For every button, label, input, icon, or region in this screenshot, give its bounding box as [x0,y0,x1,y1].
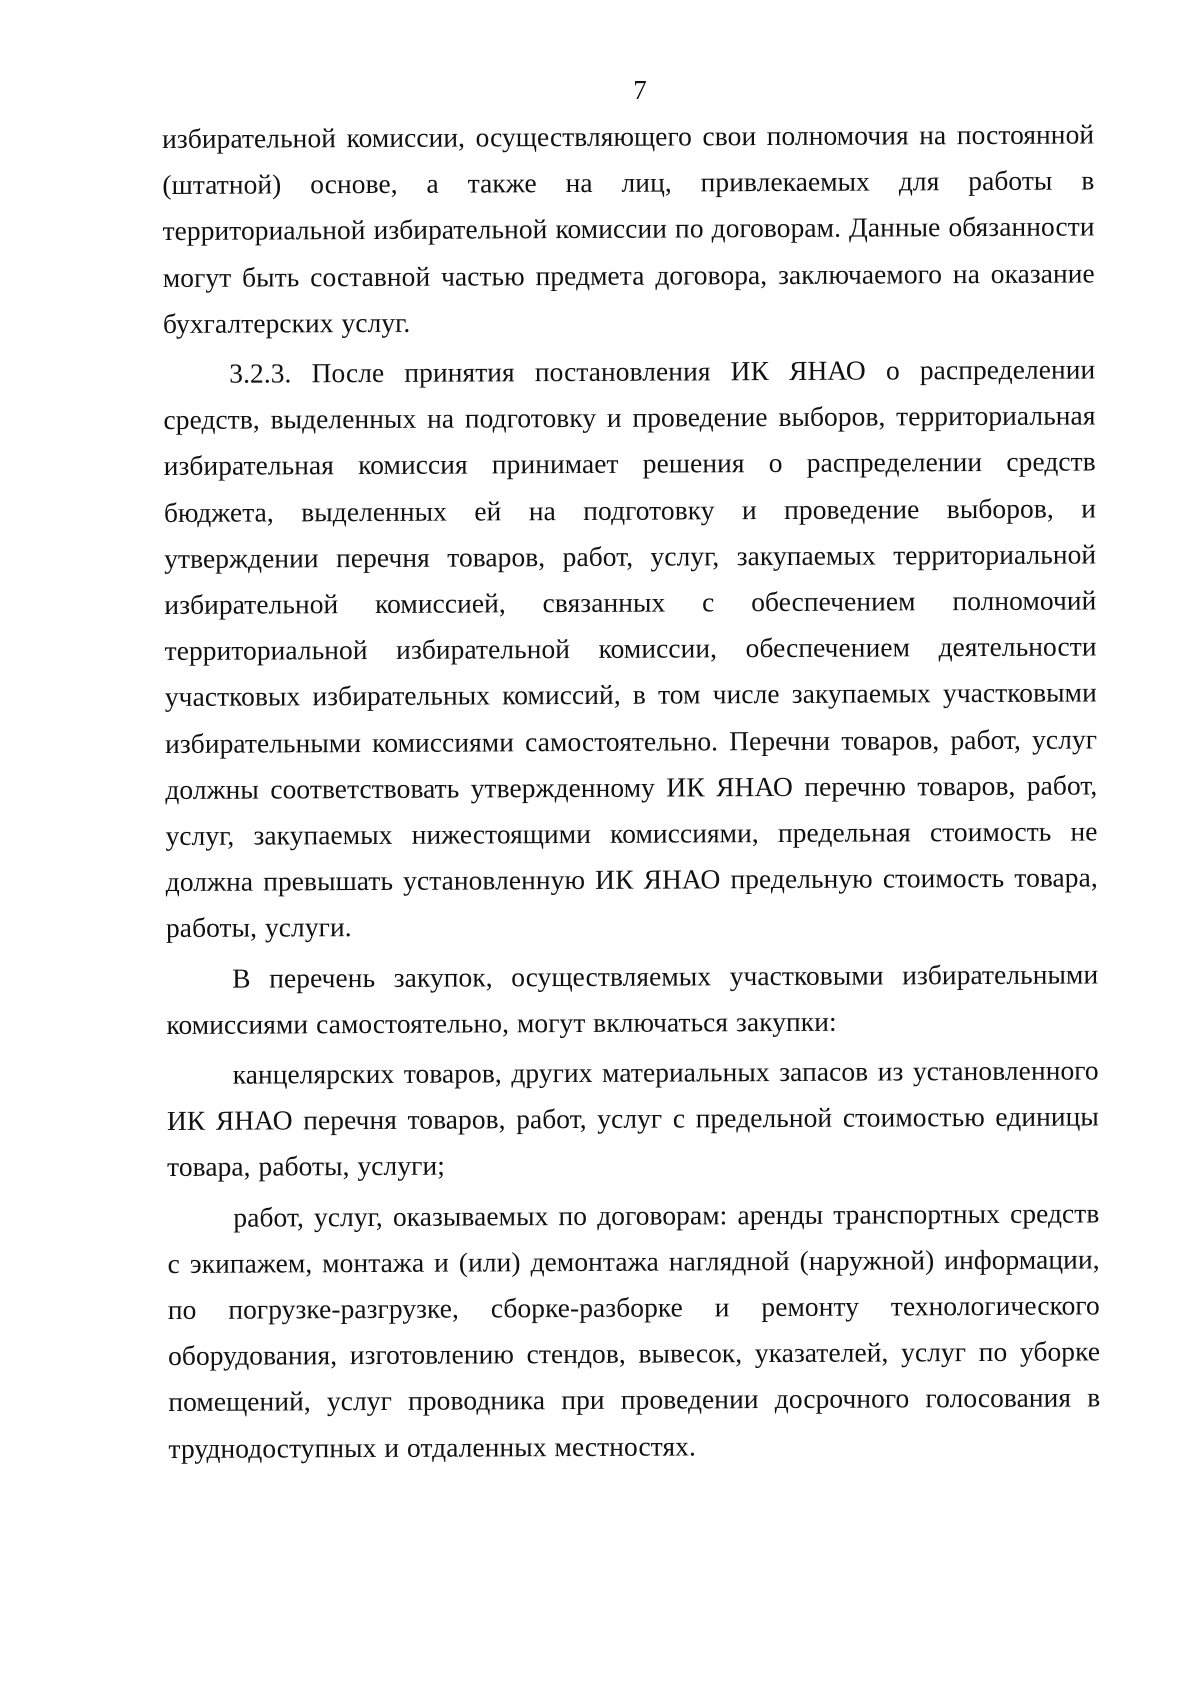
page-number: 7 [633,75,647,105]
paragraph-procurement-list: В перечень закупок, осуществляемых участковыми избирательными комиссиями самостоятельно, могут включаться закупки: [166,958,1099,1040]
document-body [162,111,1101,1475]
paragraph-section-3-2-3: 3.2.3. После принятия постановления ИК ЯНАО о распределении средств, выделенных на подготовку и проведение выборов, территориальная избирательная комиссия принимает решения о распределении средств бюджета, выделенных ей на подготовку и проведение выборов, и утверждении перечня товаров, работ, услуг, закупаемых территориальной избирательной комиссией, связанных с обеспечением полномочий территориальной избирательной комиссии, обеспечением деятельности участковых избирательных комиссий, в том числе закупаемых участковыми избирательными комиссиями самостоятельно. Перечни товаров, работ, услуг должны соответствовать утвержденному ИК ЯНАО перечню товаров, работ, услуг, закупаемых нижестоящими комиссиями, предельная стоимость не должна превышать установленную ИК ЯНАО предельную стоимость товара, работы, услуги. [163,353,1098,944]
paragraph-stationery-item: канцелярских товаров, других материальных запасов из установленного ИК ЯНАО перечня товаров, работ, услуг с предельной стоимостью единицы товара, работы, услуги; [166,1054,1099,1183]
paragraph-continuation: избирательной комиссии, осуществляющего свои полномочия на постоянной (штатной) основе, а также на лиц, привлекаемых для работы в территориальной избирательной комиссии по договорам. Данные обязанности могут быть составной частью предмета договора, заключаемого на оказание бухгалтерских услуг. [162,118,1095,339]
paragraph-works-services-item: работ, услуг, оказываемых по договорам: аренды транспортных средств с экипажем, монтажа и (или) демонтажа наглядной (наружной) информации, по погрузке-разгрузке, сборке-разборке и ремонту технологического оборудования, изготовлению стендов, вывесок, указателей, услуг по уборке помещений, услуг проводника при проведении досрочного голосования в труднодоступных и отдаленных местностях. [167,1197,1101,1464]
